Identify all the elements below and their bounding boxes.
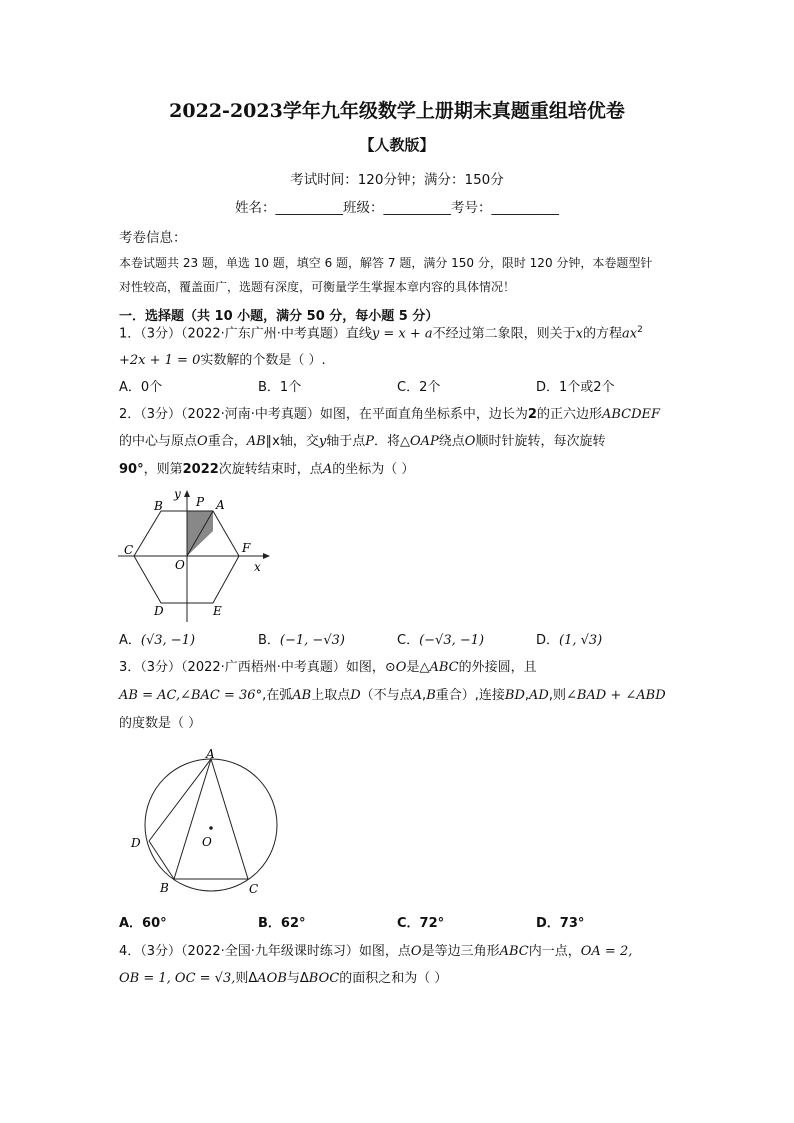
q4-oa: OA = 2, [580,944,633,959]
q2-line-1 [119,408,660,421]
q3-text-g: 重合）,连接 [435,688,505,703]
q2-option-c-value: (−√3, −1) [419,633,485,648]
q4-text-e: 与Δ [286,971,309,986]
q2-option-b-value: (−1, −√3) [279,633,345,648]
q4-var-boc: BOC [308,971,340,986]
q1-var-x: x [575,326,584,342]
q2-hexagon-figure [118,484,278,626]
q2-label-p: P [196,495,205,509]
q3-var-a: A [412,688,423,703]
q3-option-b: B．62° [258,916,306,931]
q3-triangle-abc [174,759,248,879]
q3-label-d: D [131,836,141,850]
q2-text-g: ．将△ [373,434,410,449]
q2-var-ab: AB [246,434,266,449]
q3-text-d: ,在弧 [262,688,293,703]
q1-eq-rest: +2x + 1 = 0 [119,353,201,368]
q2-option-d-label: D． [536,633,560,648]
q3-var-ad: AD [529,688,549,703]
q2-label-b: B [154,499,163,513]
q4-line-1 [119,945,632,958]
q1-line-2 [119,354,326,367]
q4-text-b: 是等边三角形 [421,944,500,959]
q2-option-b [258,634,345,647]
q2-option-d [536,634,602,647]
q2-text-d: 重合， [207,434,247,449]
q2-option-b-label: B． [258,633,280,648]
x-axis-arrow-icon [263,553,270,559]
q3-line-3: 的度数是（ ） [119,716,202,731]
q1-exponent: 2 [637,325,643,335]
q4-var-o: O [410,944,422,959]
q3-circle-figure [128,743,278,898]
q2-option-d-value: (1, √3) [559,633,603,648]
q1-option-c: C．2个 [397,380,441,395]
q1-eq-line: y = x + a [371,326,433,342]
info-line-1: 本卷试题共 23 题，单选 10 题，填空 6 题，解答 7 题，满分 150 分，限时 120 分钟，本卷题型针 [119,256,653,270]
q2-line-2 [119,435,605,448]
q2-label-e: E [213,604,222,618]
q2-year: 2022 [182,462,219,477]
q3-option-d: D．73° [536,916,585,931]
q1-text-c: 的方程 [583,326,623,342]
q2-label-f: F [242,541,251,555]
q2-text-j: ，则第 [143,462,183,477]
exam-time-info: 考试时间：120分钟；满分：150分 [290,172,504,188]
q2-text-c: 的中心与原点 [119,434,198,449]
q2-label-a: A [216,498,225,512]
q2-option-c [397,634,484,647]
q2-text-h: 绕点 [438,434,465,449]
q2-text-f: 轴于点 [326,434,366,449]
q2-label-c: C [124,543,134,557]
q3-line-1 [119,661,537,674]
student-info-line: 姓名：__________班级：__________考号：__________ [235,200,559,216]
q4-text-f: 的面积之和为（ ） [339,971,448,986]
q3-text-f: （不与点 [360,688,413,703]
q3-label-b: B [160,881,169,895]
info-line-2: 对性较高，覆盖面广，选题有深度，可衡量学生掌握本章内容的具体情况！ [119,280,516,294]
q3-circle [145,759,277,891]
q2-line-3 [119,463,414,476]
q2-label-y: y [174,487,181,501]
q1-option-a: A．0个 [119,380,163,395]
q3-segment-ad [149,759,211,841]
q1-option-b: B．1个 [258,380,302,395]
q2-var-p: P [365,434,374,449]
q2-label-o: O [175,558,185,572]
q2-text-i: 顺时针旋转，每次旋转 [475,434,606,449]
q4-oc: OC = √3, [174,971,236,986]
y-axis-arrow-icon [184,490,190,497]
q3-label-c: C [249,882,259,896]
q3-var-b: B [426,688,436,703]
q2-var-o-2: O [464,434,476,449]
q1-option-d: D．1个或2个 [536,380,615,395]
q3-label-o: O [202,835,212,849]
q4-text-a: 4．（3分）（2022·全国·九年级课时练习）如图，点 [119,944,411,959]
q1-text-a: 1．（3分）（2022·广东广州·中考真题）直线 [119,326,372,342]
q2-angle: 90° [119,462,144,477]
q3-text-c: 的外接圆，且 [458,660,537,675]
q2-option-a-label: A． [119,633,141,648]
q3-option-c: C．72° [397,916,445,931]
q4-line-2 [119,972,447,985]
q3-var-bd: BD [504,688,525,703]
exam-title: 2022-2023学年九年级数学上册期末真题重组培优卷 [169,100,625,122]
q3-triangle: △ABC [419,660,459,675]
q3-angle-sum: ∠BAD + ∠ABD [565,688,666,703]
q4-text-d: 则Δ [235,971,258,986]
q2-hexagon-name: ABCDEF [601,407,661,422]
q3-line-2 [119,689,666,702]
q3-condition: AB = AC,∠BAC = 36° [119,688,263,703]
q3-text-b: 是 [406,660,420,675]
q3-text-a: 3．（3分）（2022·广西梧州·中考真题）如图， [119,660,385,675]
q3-comma-1: , [422,688,427,703]
q1-text-d: 实数解的个数是（ ）. [200,353,326,368]
q1-text-b: 不经过第二象限，则关于 [432,326,576,342]
q2-var-oap: OAP [409,434,439,449]
q2-text-l: 的坐标为（ ） [332,462,415,477]
q2-num: 2 [527,407,537,422]
q3-circle-o: ⊙O [384,660,407,675]
q2-option-a [119,634,195,647]
q3-segment-bd [149,841,174,879]
q2-var-o: O [197,434,208,449]
q2-text-k: 次旋转结束时，点 [218,462,323,477]
q2-label-x: x [254,560,261,574]
q2-var-y: y [318,434,327,449]
info-heading: 考卷信息： [119,230,187,246]
q3-center-dot [209,826,213,830]
q3-var-d: D [350,688,361,703]
q4-ob: OB = 1, [119,971,171,986]
q3-arc-ab: AB [292,688,312,703]
q4-text-c: 内一点， [528,944,581,959]
q2-text-a: 2．（3分）（2022·河南·中考真题）如图，在平面直角坐标系中，边长为 [119,407,528,422]
q1-eq-quad: ax [622,326,638,342]
q2-text-b: 的正六边形 [536,407,602,422]
q3-option-a: A．60° [119,916,167,931]
q2-text-e: ∥x轴，交 [265,434,319,449]
edition-label: 【人教版】 [359,136,435,154]
q3-label-a: A [206,747,215,761]
q3-text-e: 上取点 [311,688,351,703]
q2-option-c-label: C． [397,633,420,648]
q2-label-d: D [154,604,164,618]
q1-line-1 [119,326,643,340]
q4-var-abc: ABC [499,944,529,959]
q2-option-a-value: (√3, −1) [140,633,196,648]
q3-text-h: ,则 [548,688,566,703]
section-heading: 一．选择题（共 10 小题，满分 50 分，每小题 5 分） [119,309,439,324]
q4-var-aob: AOB [257,971,287,986]
q3-comma-2: , [524,688,530,703]
q2-var-a: A [322,462,333,477]
